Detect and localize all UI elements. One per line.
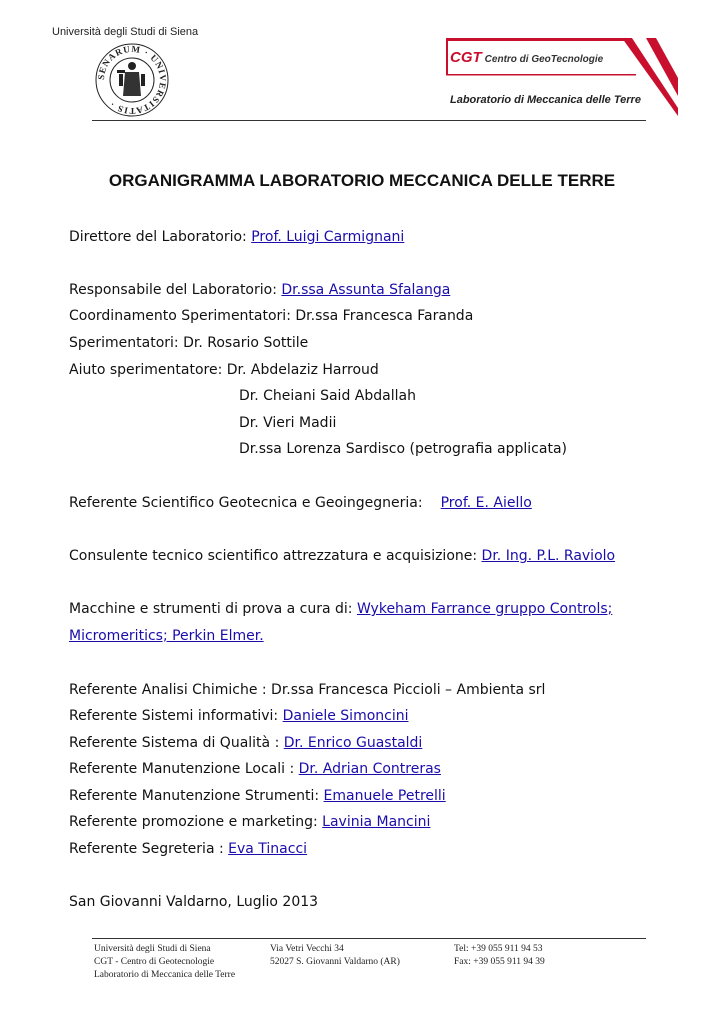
cgt-center-name: Centro di GeoTecnologie <box>484 54 604 65</box>
macchine-label: Macchine e strumenti di prova a cura di: <box>69 601 357 617</box>
macchine-link-1[interactable]: Wykeham Farrance gruppo Controls; <box>356 601 613 617</box>
aiuto-line <box>69 361 379 379</box>
footer-divider <box>92 938 646 939</box>
referente-sistemi-link[interactable]: Daniele Simoncini <box>282 708 409 724</box>
macchine-line <box>69 600 612 618</box>
footer-city: 52027 S. Giovanni Valdarno (AR) <box>270 957 400 967</box>
seal-text: SENARUM · UNIVERSITATIS · <box>95 43 169 117</box>
referente-qualita-link[interactable]: Dr. Enrico Guastaldi <box>283 735 423 751</box>
footer-tel: Tel: +39 055 911 94 53 <box>454 944 543 954</box>
footer-cgt: CGT - Centro di Geotecnologie <box>94 957 215 967</box>
coordinamento-line: Coordinamento Sperimentatori: Dr.ssa Francesca Faranda <box>69 308 474 324</box>
referente-qualita-label: Referente Sistema di Qualità : <box>69 735 284 751</box>
footer-fax: Fax: +39 055 911 94 39 <box>454 957 545 967</box>
macchine-link-2[interactable]: Micromeritics; Perkin Elmer. <box>69 628 264 644</box>
footer-col-institution <box>94 943 235 982</box>
consulente-label: Consulente tecnico scientifico attrezzatura e acquisizione: <box>69 548 482 564</box>
footer-university: Università degli Studi di Siena <box>94 944 211 954</box>
referente-promozione-line <box>69 813 430 831</box>
referente-geo-line <box>69 494 532 512</box>
referente-geo-link[interactable]: Prof. E. Aiello <box>440 495 532 511</box>
footer-street: Via Vetri Vecchi 34 <box>270 944 344 954</box>
referente-promozione-label: Referente promozione e marketing: <box>69 814 323 830</box>
referente-segreteria-label: Referente Segreteria : <box>69 841 229 857</box>
referente-qualita-line <box>69 734 422 752</box>
aiuto-name-1: Dr. Abdelaziz Harroud <box>226 362 379 378</box>
aiuto-name-3: Dr. Vieri Madii <box>239 415 337 431</box>
referente-analisi-line: Referente Analisi Chimiche : Dr.ssa Francesca Piccioli – Ambienta srl <box>69 682 546 698</box>
direttore-label: Direttore del Laboratorio: <box>69 229 252 245</box>
footer-col-address <box>270 943 400 969</box>
consulente-link[interactable]: Dr. Ing. P.L. Raviolo <box>481 548 616 564</box>
referente-sistemi-line <box>69 707 409 725</box>
direttore-link[interactable]: Prof. Luigi Carmignani <box>251 229 405 245</box>
referente-promozione-link[interactable]: Lavinia Mancini <box>322 814 431 830</box>
referente-segreteria-link[interactable]: Eva Tinacci <box>228 841 308 857</box>
referente-locali-label: Referente Manutenzione Locali : <box>69 761 299 777</box>
aiuto-label: Aiuto sperimentatore: <box>69 362 227 378</box>
referente-strumenti-line <box>69 787 446 805</box>
referente-geo-label: Referente Scientifico Geotecnica e Geoingegneria: <box>69 495 423 511</box>
referente-segreteria-line <box>69 840 307 858</box>
footer-col-contacts <box>454 943 545 969</box>
footer-lab: Laboratorio di Meccanica delle Terre <box>94 970 236 980</box>
referente-sistemi-label: Referente Sistemi informativi: <box>69 708 283 724</box>
macchine-line-2 <box>69 627 264 645</box>
referente-strumenti-label: Referente Manutenzione Strumenti: <box>69 788 324 804</box>
referente-locali-link[interactable]: Dr. Adrian Contreras <box>298 761 441 777</box>
direttore-line <box>69 228 404 246</box>
place-date: San Giovanni Valdarno, Luglio 2013 <box>69 894 319 910</box>
header-divider <box>92 120 646 121</box>
consulente-line <box>69 547 615 565</box>
aiuto-name-4: Dr.ssa Lorenza Sardisco (petrografia applicata) <box>239 441 567 457</box>
aiuto-name-2: Dr. Cheiani Said Abdallah <box>239 388 416 404</box>
page-title: ORGANIGRAMMA LABORATORIO MECCANICA DELLE TERRE <box>108 171 616 190</box>
cgt-mark: CGT <box>450 49 482 66</box>
university-seal-icon <box>94 42 170 118</box>
sperimentatori-line: Sperimentatori: Dr. Rosario Sottile <box>69 335 309 351</box>
lab-name: Laboratorio di Meccanica delle Terre <box>450 94 641 106</box>
referente-locali-line <box>69 760 441 778</box>
referente-strumenti-link[interactable]: Emanuele Petrelli <box>323 788 446 804</box>
responsabile-link[interactable]: Dr.ssa Assunta Sfalanga <box>281 282 451 298</box>
responsabile-line <box>69 281 450 299</box>
responsabile-label: Responsabile del Laboratorio: <box>69 282 282 298</box>
university-name: Università degli Studi di Siena <box>52 26 199 38</box>
cgt-logo <box>446 38 678 120</box>
